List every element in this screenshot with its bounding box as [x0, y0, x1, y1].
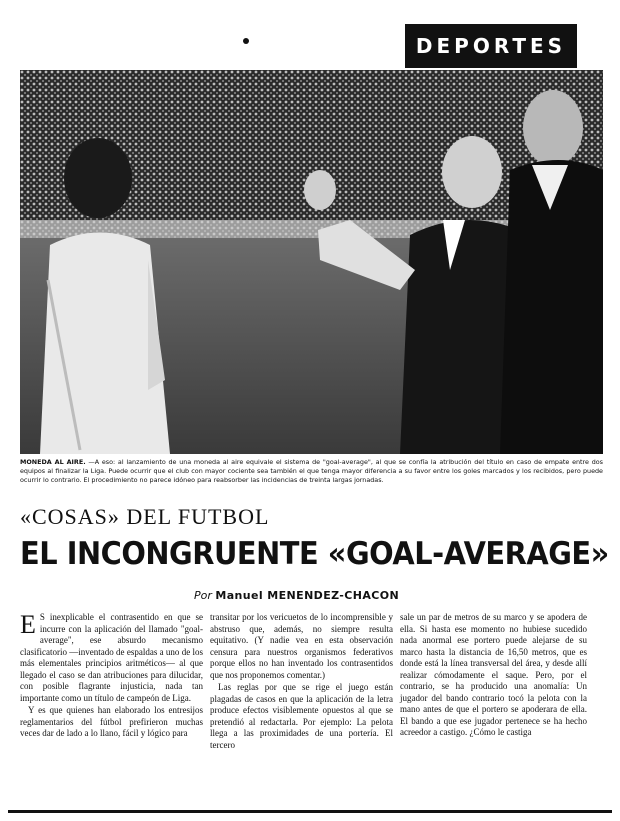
ornament-dot — [243, 38, 249, 44]
article-headline: EL INCONGRUENTE «GOAL-AVERAGE» — [20, 536, 609, 572]
paragraph: Las reglas por que se rige el juego están plagadas de casos en que la aplicación de la letra produce efectos visiblemente opuestos al que se pretendió al redactarla. Por ejemplo: La pelota llega a las proximidades de una portería. El tercero — [210, 682, 393, 750]
caption-lead: MONEDA AL AIRE. — [20, 458, 86, 466]
paragraph: sale un par de metros de su marco y se apodera de ella. Si hasta ese momento no hubiese sucedido nada anormal ese portero puede alejarse de su marco hasta la distancia de 16,50 metros, que es donde está la línea transversal del área, y desde allí realizar cómodamente el saque. Pero, por el contrario, se ha producido una anomalía: Un jugador del bando contrario tocó la pelota con la mano antes de que el portero se apoderara de ella. El bando a que ese jugador pertenece se ha hecho acreedor a castigo. ¿Cómo le castiga — [400, 612, 587, 737]
byline-prefix: Por — [194, 589, 212, 602]
paragraph: Y es que quienes han elaborado los entresijos reglamentarios del fútbol prefirieron muchas veces dar de lado a lo llano, fácil y lógico para — [20, 705, 203, 738]
caption-text: —A eso: al lanzamiento de una moneda al aire equivale el sistema de "goal-average", al que se confía la atribución del título en caso de empate entre dos equipos al finalizar la Liga. Puede ocurrir que el club con mayor cociente sea también el que tenga mayor diferencia a su favor entre los goles marcados y los recibidos, pero puede ocurrir lo contrario. El procedimiento no parece idóneo para reabsorber las incidencias de treinta largas jornadas. — [20, 458, 603, 484]
article-column-2 — [210, 612, 393, 752]
article-column-3 — [400, 612, 587, 740]
photo-illustration — [20, 70, 603, 454]
article-kicker: «COSAS» DEL FUTBOL — [20, 504, 270, 529]
paragraph-text: S inexplicable el contrasentido en que se incurre con la aplicación del llamado "goal-average", ese absurdo mecanismo clasificatorio —inventado de espaldas a uno de los más elementales principios aritméticos— al que llegado el caso se dan atribuciones para dilucidar, con posible flagrante injusticia, nada tan importante como un título de campeón de Liga. — [20, 612, 203, 703]
bottom-rule — [8, 810, 612, 813]
article-byline — [194, 589, 399, 602]
photo-caption — [20, 458, 603, 485]
article-photo — [20, 70, 603, 454]
article-column-1 — [20, 612, 203, 741]
section-tag: DEPORTES — [405, 24, 577, 68]
byline-author: Manuel MENENDEZ-CHACON — [215, 589, 400, 602]
paragraph — [20, 612, 203, 704]
drop-cap: E — [20, 610, 36, 639]
paragraph: transitar por los vericuetos de lo incomprensible y abstruso que, además, no siempre resulta equitativo. (Y nadie vea en esta observación censura para nuestros organismos federativos porque ellos no han inventado los contrasentidos que nos proponemos comentar.) — [210, 612, 393, 680]
